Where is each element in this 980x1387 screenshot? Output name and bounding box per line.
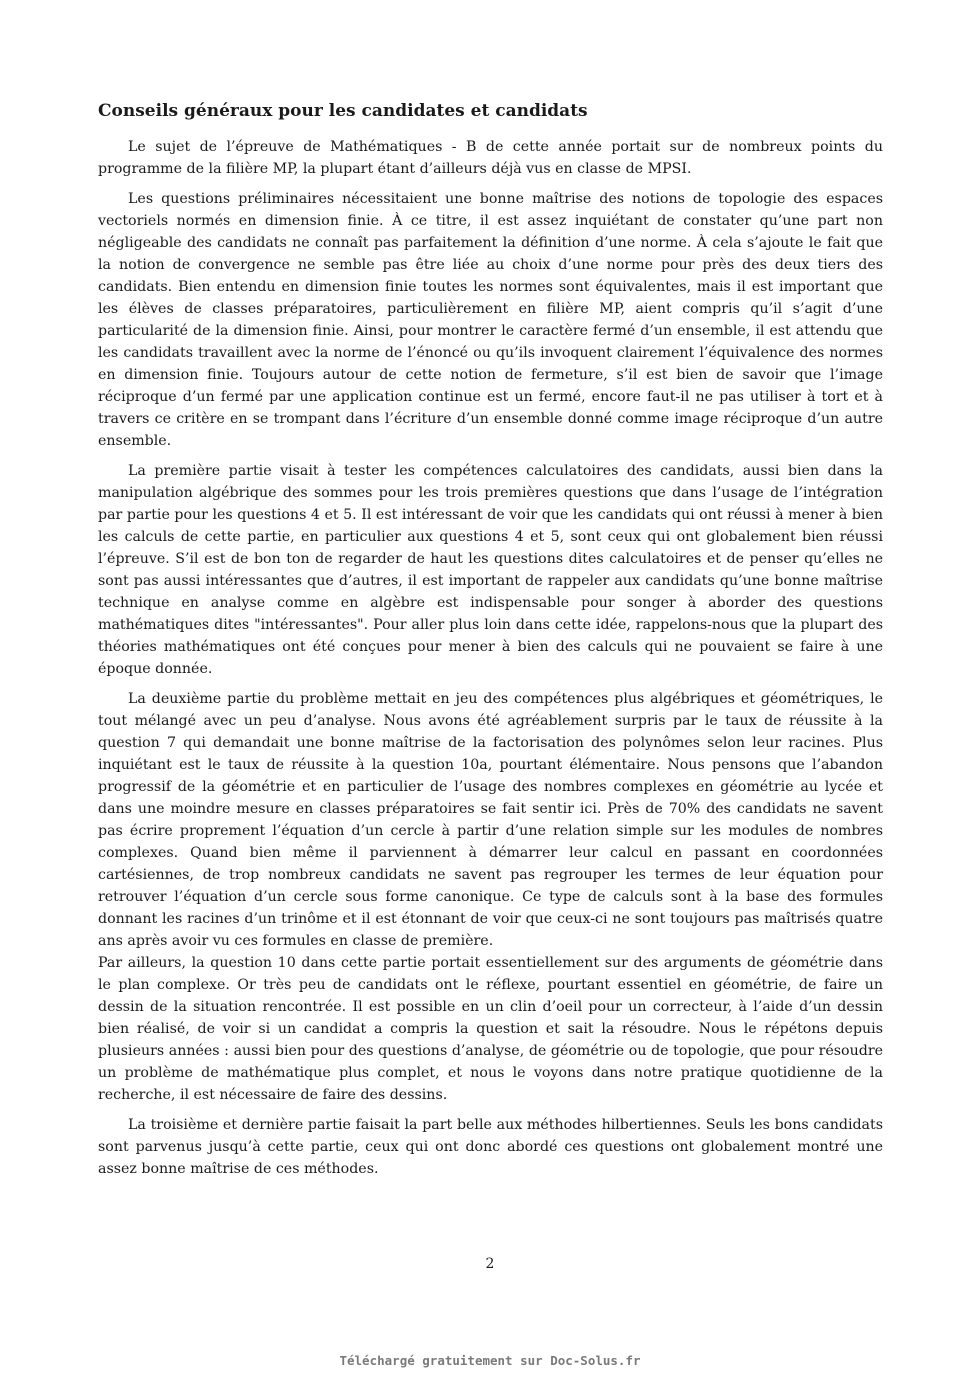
document-body — [98, 100, 883, 1188]
download-footer: Téléchargé gratuitement sur Doc-Solus.fr — [339, 1353, 641, 1368]
paragraph-preliminaires: Les questions préliminaires nécessitaient une bonne maîtrise des notions de topologie des espaces vectoriels normés en dimension finie. À ce titre, il est assez inquiétant de constater qu’une part non négligeable des candidats ne connaît pas parfaitement la définition d’une norme. À cela s’ajoute le fait que la notion de convergence ne semble pas être liée au choix d’une norme pour près des deux tiers des candidats. Bien entendu en dimension finie toutes les normes sont équivalentes, mais il est important que les élèves de classes préparatoires, particulièrement en filière MP, aient compris qu’il s’agit d’une particularité de la dimension finie. Ainsi, pour montrer le caractère fermé d’un ensemble, il est attendu que les candidats travaillent avec la norme de l’énoncé ou qu’ils invoquent clairement l’équivalence des normes en dimension finie. Toujours autour de cette notion de fermeture, s’il est bien de savoir que l’image réciproque d’un fermé par une application continue est un fermé, encore faut-il ne pas utiliser à tort et à travers ce critère en se trompant dans l’écriture d’un ensemble donné comme image réciproque d’un autre ensemble. — [98, 191, 883, 449]
section-heading: Conseils généraux pour les candidates et candidats — [98, 101, 588, 121]
paragraph-partie-2-suite: Par ailleurs, la question 10 dans cette partie portait essentiellement sur des arguments de géométrie dans le plan complexe. Or très peu de candidats ont le réflexe, pourtant essentiel en géométrie, de faire un dessin de la situation rencontrée. Il est possible en un clin d’oeil pour un correcteur, à l’aide d’un dessin bien réalisé, de voir si un candidat a compris la question et sait la résoudre. Nous le répétons depuis plusieurs années : aussi bien pour des questions d’analyse, de géométrie ou de topologie, que pour résoudre un problème de mathématique plus complet, et nous le voyons dans notre pratique quotidienne de la recherche, il est nécessaire de faire des dessins. — [98, 955, 883, 1103]
paragraph-intro: Le sujet de l’épreuve de Mathématiques - B de cette année portait sur de nombreux points du programme de la filière MP, la plupart étant d’ailleurs déjà vus en classe de MPSI. — [98, 139, 883, 177]
paragraph-partie-3: La troisième et dernière partie faisait la part belle aux méthodes hilbertiennes. Seuls les bons candidats sont parvenus jusqu’à cette partie, ceux qui ont donc abordé ces questions ont globalement montré une assez bonne maîtrise de ces méthodes. — [98, 1117, 883, 1177]
paragraph-partie-2: La deuxième partie du problème mettait en jeu des compétences plus algébriques et géométriques, le tout mélangé avec un peu d’analyse. Nous avons été agréablement surpris par le taux de réussite à la question 7 qui demandait une bonne maîtrise de la factorisation des polynômes selon leur racines. Plus inquiétant est le taux de réussite à la question 10a, pourtant élémentaire. Nous pensons que l’abandon progressif de la géométrie et en particulier de l’usage des nombres complexes en géométrie au lycée et dans une moindre mesure en classes préparatoires se fait sentir ici. Près de 70% des candidats ne savent pas écrire proprement l’équation d’un cercle à partir d’une relation simple sur les modules de nombres complexes. Quand bien même il parviennent à démarrer leur calcul en passant en coordonnées cartésiennes, de trop nombreux candidats ne savent pas regrouper les termes de leur équation pour retrouver l’équation d’un cercle sous forme canonique. Ce type de calculs sont à la base des formules donnant les racines d’un trinôme et il est étonnant de voir que ceux-ci ne sont toujours pas maîtrisés quatre ans après avoir vu ces formules en classe de première. — [98, 691, 883, 949]
page-number: 2 — [485, 1256, 495, 1272]
paragraph-partie-1: La première partie visait à tester les compétences calculatoires des candidats, aussi bien dans la manipulation algébrique des sommes pour les trois premières questions que dans l’usage de l’intégration par partie pour les questions 4 et 5. Il est intéressant de voir que les candidats qui ont réussi à mener à bien les calculs de cette partie, en particulier aux questions 4 et 5, sont ceux qui ont globalement bien réussi l’épreuve. S’il est de bon ton de regarder de haut les questions dites calculatoires et de penser qu’elles ne sont pas aussi intéressantes que d’autres, il est important de rappeler aux candidats qu’une bonne maîtrise technique en analyse comme en algèbre est indispensable pour songer à aborder des questions mathématiques dites "intéressantes". Pour aller plus loin dans cette idée, rappelons-nous que la plupart des théories mathématiques ont été conçues pour mener à bien des calculs qui ne pouvaient se faire à une époque donnée. — [98, 463, 883, 677]
